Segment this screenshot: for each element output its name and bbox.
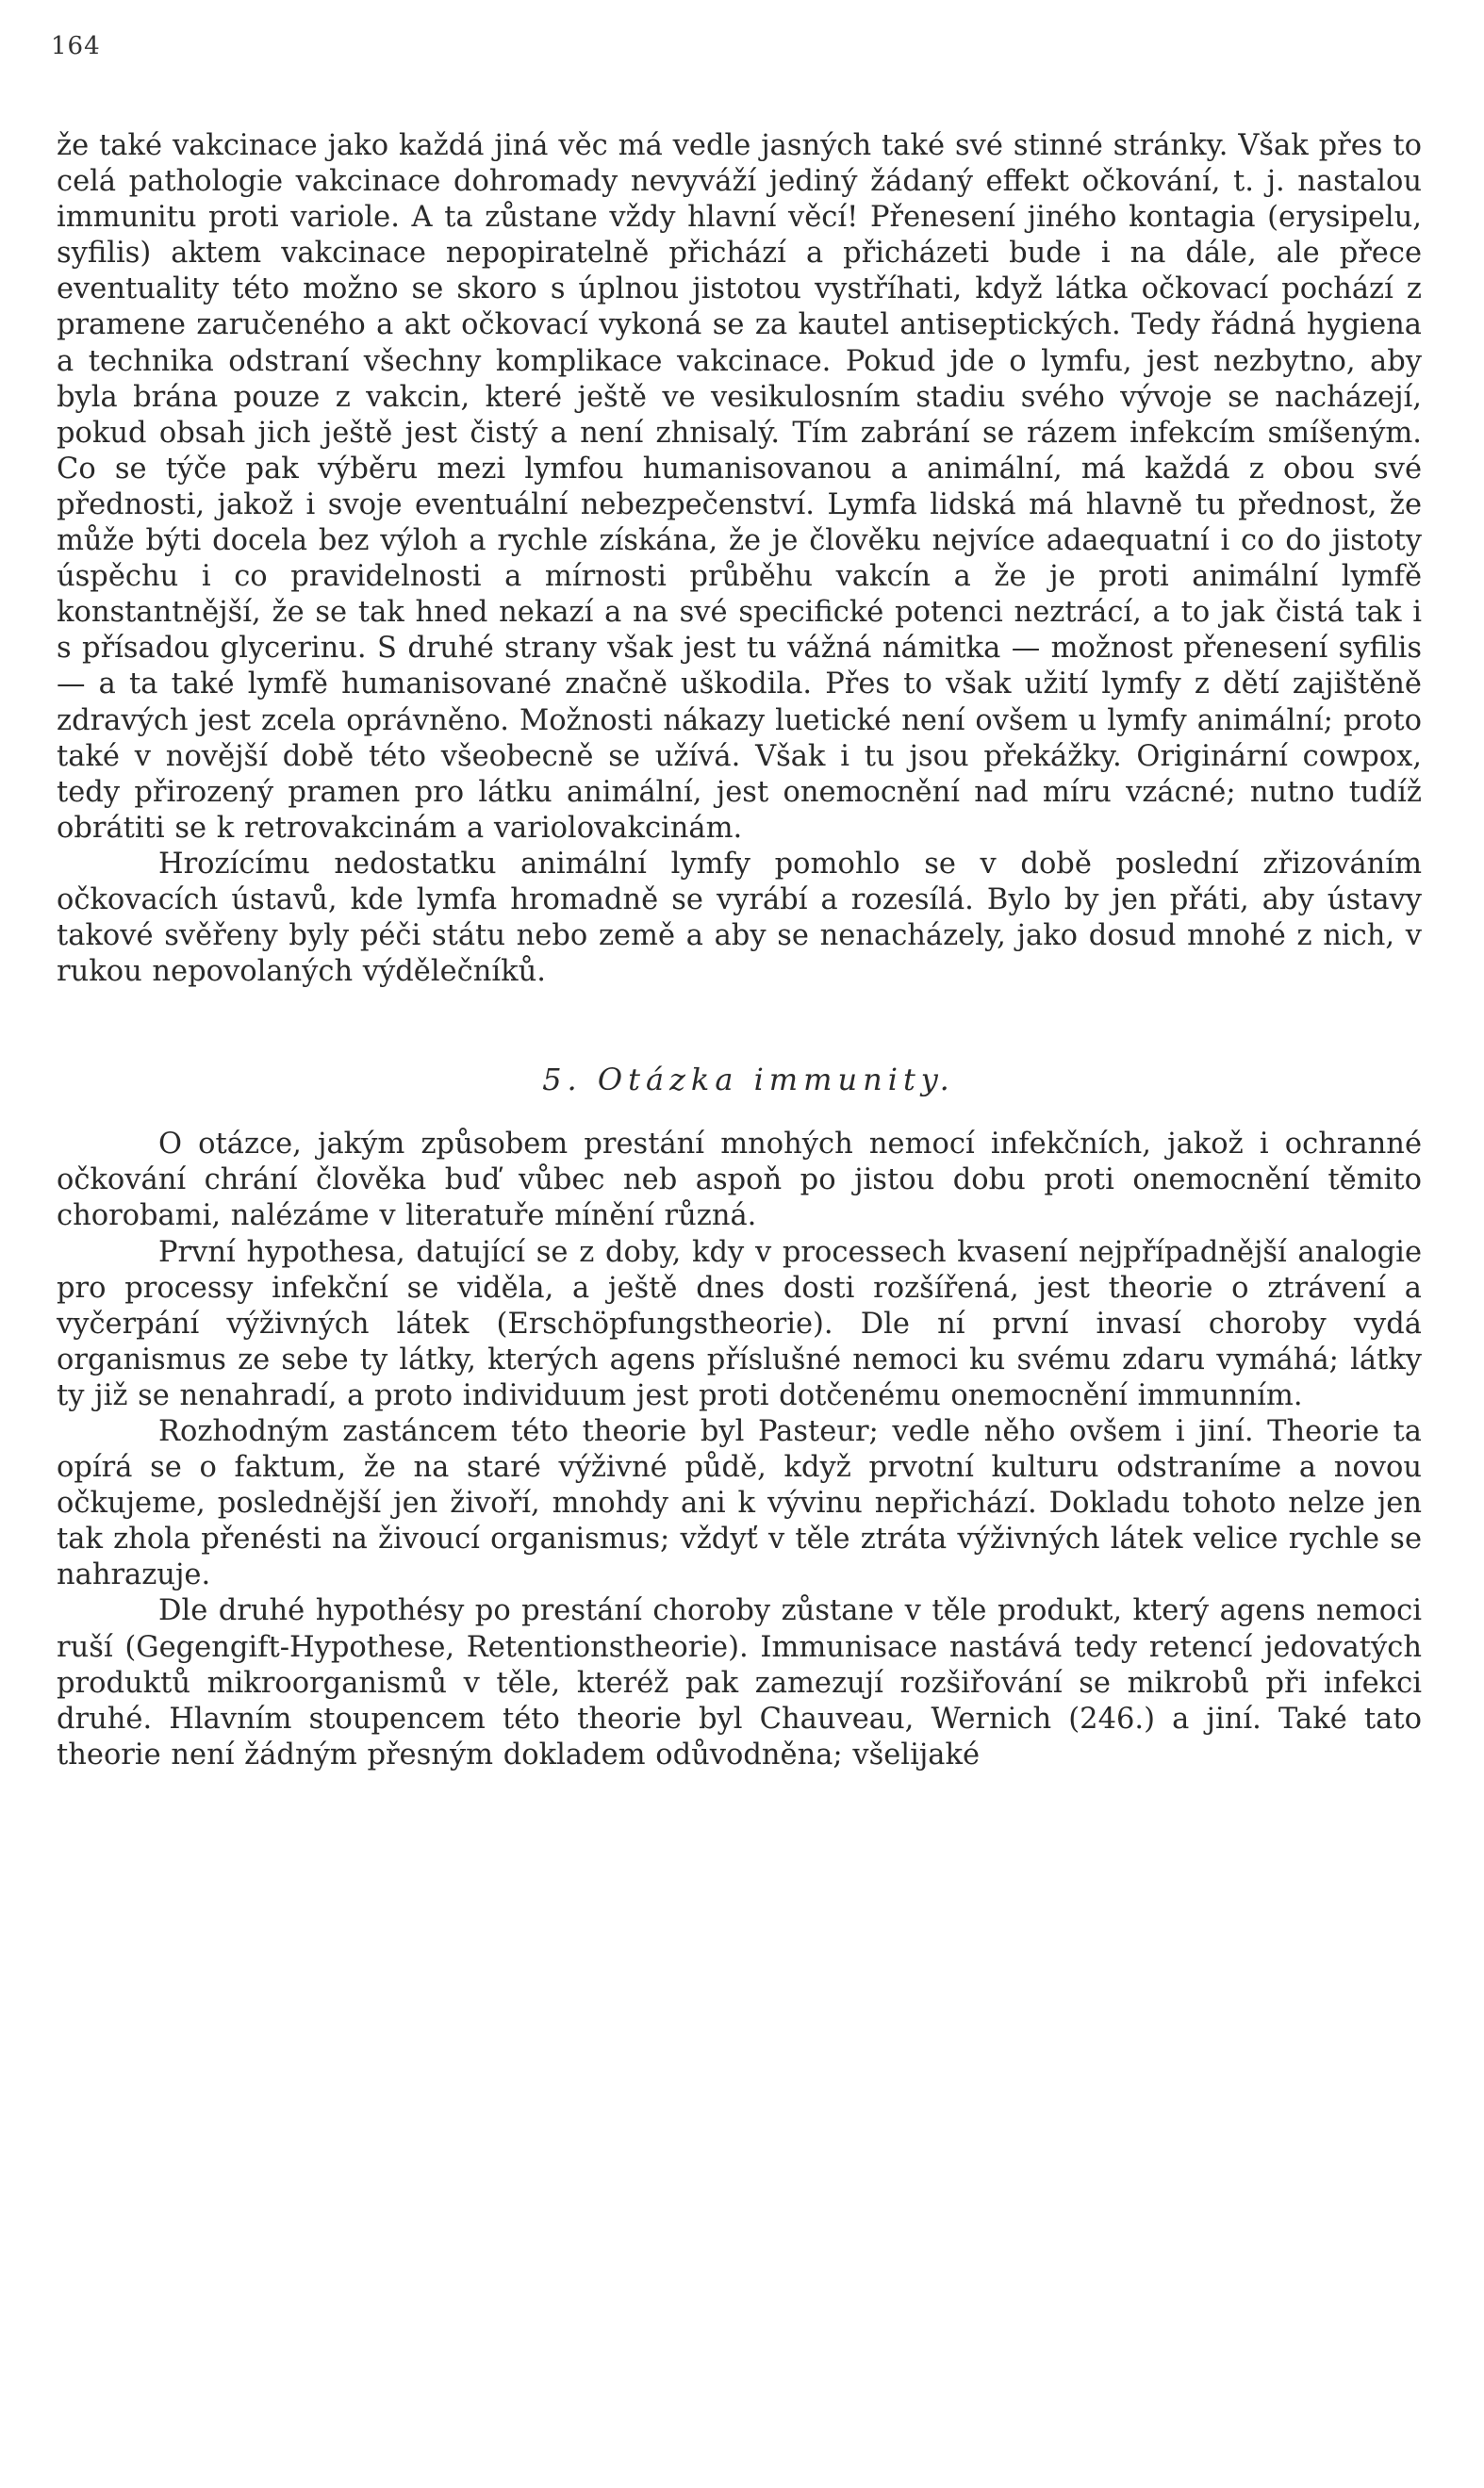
- paragraph-vaccination-drawbacks: že také vakcinace jako každá jiná věc má vedle jasných také své stinné stránky. Však přes to celá pathologie vakcinace dohromady nevyváží jediný žádaný effekt očkování, t. j. nastalou immunitu proti variole. A ta zůstane vždy hlavní věcí! Přenesení jiného kontagia (erysipelu, syfilis) aktem vakcinace nepopiratelně přichází a přicházeti bude i na dále, ale přece eventuality této možno se skoro s úplnou jistotou vystříhati, když látka očkovací pochází z pramene zaručeného a akt očkovací vykoná se za kautel antiseptických. Tedy řádná hygiena a technika odstraní všechny komplikace vakcinace. Pokud jde o lymfu, jest nezbytno, aby byla brána pouze z vakcin, které ještě ve vesikulosním stadiu svého vývoje se nacházejí, pokud obsah jich ještě jest čistý a není zhnisalý. Tím zabrání se rázem infekcím smíšeným. Co se týče pak výběru mezi lymfou humanisovanou a animální, má každá z obou své přednosti, jakož i svoje eventuální nebezpečenství. Lymfa lidská má hlavně tu přednost, že může býti docela bez výloh a rychle získána, že je člověku nejvíce adaequatní i co do jistoty úspěchu i co pravidelnosti a mírnosti průběhu vakcín a že je proti animální lymfě konstantnější, že se tak hned nekazí a na své specifické potenci neztrácí, a to jak čistá tak i s přísadou glycerinu. S druhé strany však jest tu vážná námitka — možnost přenesení syfilis — a ta také lymfě humanisované značně uškodila. Přes to však užití lymfy z dětí zajištěně zdravých jest zcela oprávněno. Možnosti nákazy luetické není ovšem u lymfy animální; proto také v novější době této všeobecně se užívá. Však i tu jsou překážky. Originární cowpox, tedy přirozený pramen pro látku animální, jest onemocnění nad míru vzácné; nutno tudíž obrátiti se k retrovakcinám a variolovakcinám.: [57, 129, 1422, 845]
- page-number: 164: [51, 32, 101, 60]
- paragraph-immunity-intro: O otázce, jakým způsobem prestání mnohých nemocí infekčních, jakož i ochranné očkování chrání člověka buď vůbec neb aspoň po jistou dobu proti onemocnění těmito chorobami, nalézáme v literatuře mínění různá.: [57, 1128, 1422, 1233]
- section-heading: 5. Otázka immunity.: [542, 1062, 955, 1098]
- paragraph-vaccination-institutes: Hrozícímu nedostatku animální lymfy pomohlo se v době poslední zřizováním očkovacích ústavů, kde lymfa hromadně se vyrábí a rozesílá. Bylo by jen přáti, aby ústavy takové svěřeny byly péči státu nebo země a aby se nenacházely, jako dosud mnohé z nich, v rukou nepovolaných výdělečníků.: [57, 847, 1422, 989]
- paragraph-pasteur: Rozhodným zastáncem této theorie byl Pasteur; vedle něho ovšem i jiní. Theorie ta opírá se o faktum, že na staré výživné půdě, když prvotní kulturu odstraníme a novou očkujeme, poslednější jen živoří, mnohdy ani k vývinu nepřichází. Dokladu tohoto nelze jen tak zhola přenésti na živoucí organismus; vždyť v těle ztráta výživných látek velice rychle se nahrazuje.: [57, 1415, 1422, 1592]
- text-body: [57, 128, 1422, 1773]
- paragraph-exhaustion-theory: První hypothesa, datující se z doby, kdy v processech kvasení nejpřípadnější analogie pro processy infekční se viděla, a ještě dnes dosti rozšířená, jest theorie o ztrávení a vyčerpání výživných látek (Erschöpfungstheorie). Dle ní první invasí choroby vydá organismus ze sebe ty látky, kterých agens příslušné nemoci ku svému zdaru vymáhá; látky ty již se nenahradí, a proto individuum jest proti dotčenému onemocnění immunním.: [57, 1235, 1422, 1412]
- paragraph-retention-theory: Dle druhé hypothésy po prestání choroby zůstane v těle produkt, který agens nemoci ruší (Gegengift-Hypothese, Retentionstheorie). Immunisace nastává tedy retencí jedovatých produktů mikroorganismů v těle, kteréž pak zamezují rozšiřování se mikrobů při infekci druhé. Hlavním stoupencem této theorie byl Chauveau, Wernich (246.) a jiní. Také tato theorie není žádným přesným dokladem odůvodněna; všelijaké: [57, 1594, 1422, 1771]
